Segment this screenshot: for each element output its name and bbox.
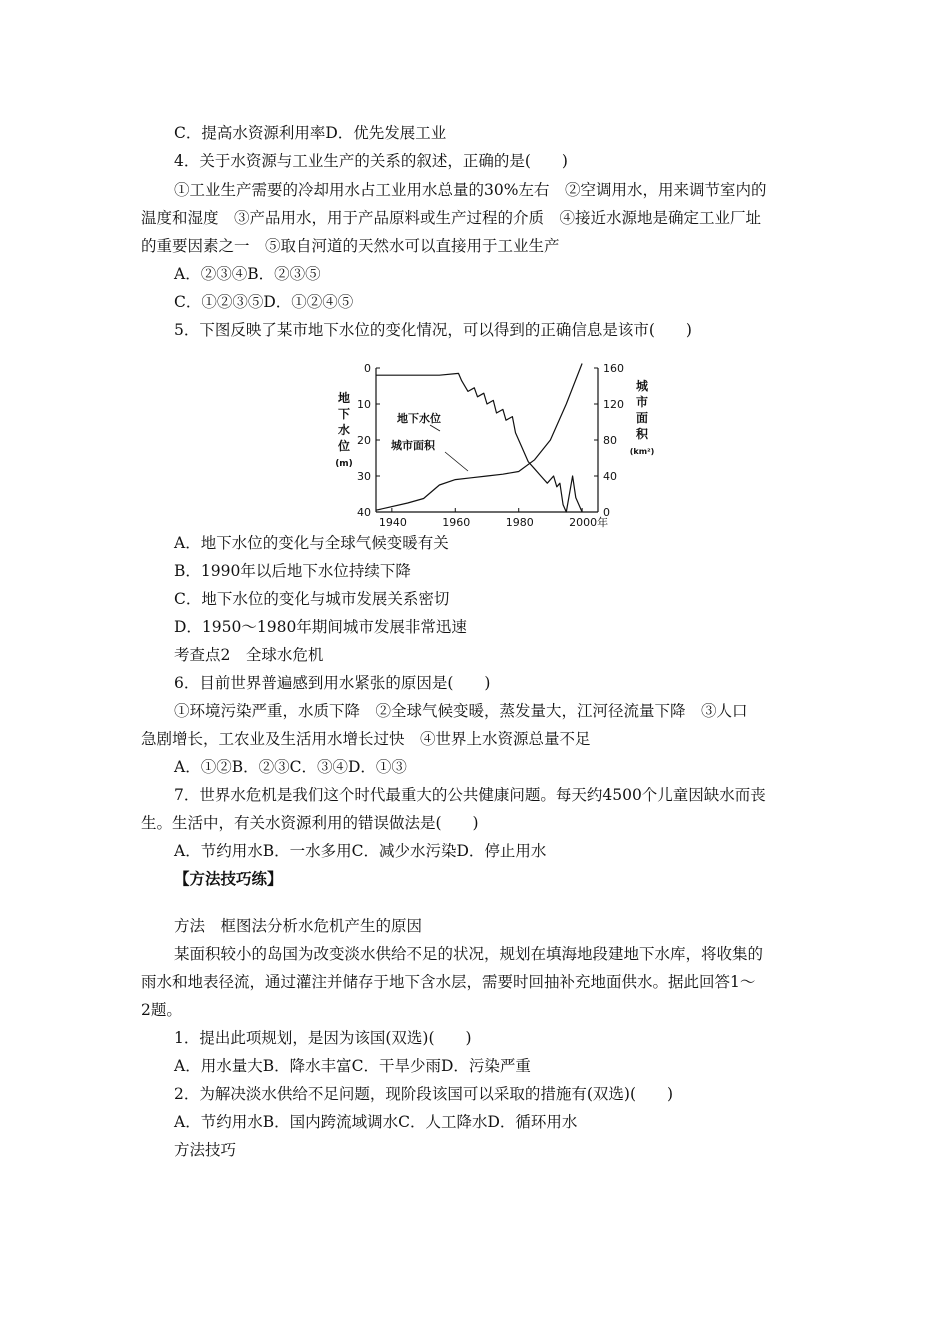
text-line: 雨水和地表径流，通过灌注并储存于地下含水层，需要时回抽补充地面供水。据此回答1～ — [141, 973, 756, 991]
option-line: A．②③④B．②③⑤ — [174, 265, 321, 283]
right-tick-label: 40 — [603, 470, 617, 483]
right-axis-label-char: 城 — [635, 379, 649, 393]
option-line: A．①②B．②③C．③④D．①③ — [174, 758, 407, 776]
annotation-water-level: 地下水位 — [397, 412, 441, 425]
question-2: 2．为解决淡水供给不足问题，现阶段该国可以采取的措施有(双选)( ) — [174, 1085, 674, 1103]
right-tick-label: 0 — [603, 506, 610, 519]
right-tick-label: 120 — [603, 398, 624, 411]
text-line: 生。生活中，有关水资源利用的错误做法是( ) — [141, 814, 479, 832]
left-axis-label-char: 位 — [337, 439, 351, 453]
option-line: A．节约用水B．一水多用C．减少水污染D．停止用水 — [174, 842, 547, 860]
left-tick-label: 30 — [357, 470, 371, 483]
section-heading: 考查点2 全球水危机 — [174, 646, 324, 664]
text-line: 某面积较小的岛国为改变淡水供给不足的状况，规划在填海地段建地下水库，将收集的 — [174, 945, 764, 963]
text-line: 的重要因素之一 ⑤取自河道的天然水可以直接用于工业生产 — [141, 237, 560, 255]
x-tick-label: 1980 — [505, 516, 534, 529]
x-tick-label: 2000年 — [569, 516, 609, 529]
left-tick-label: 0 — [364, 362, 371, 375]
option-line: C．①②③⑤D．①②④⑤ — [174, 293, 354, 311]
left-axis-label-char: 下 — [337, 407, 351, 421]
text-line: C．提高水资源利用率D．优先发展工业 — [174, 124, 447, 142]
x-tick-label: 1960 — [442, 516, 471, 529]
text-line: ①工业生产需要的冷却用水占工业用水总量的30%左右 ②空调用水，用来调节室内的 — [174, 181, 767, 199]
text-line: 2题。 — [141, 1001, 182, 1019]
method-tips: 方法技巧 — [174, 1141, 237, 1159]
left-axis-label-char: (m) — [335, 459, 353, 469]
annotation-city-area: 城市面积 — [391, 439, 435, 452]
right-axis-label-char: 面 — [635, 411, 649, 425]
question-6: 6．目前世界普遍感到用水紧张的原因是( ) — [174, 674, 491, 692]
right-tick-label: 160 — [603, 362, 624, 375]
question-5: 5．下图反映了某市地下水位的变化情况，可以得到的正确信息是该市( ) — [174, 321, 692, 339]
series-line-city-area — [376, 364, 582, 511]
text-line: 急剧增长，工农业及生活用水增长过快 ④世界上水资源总量不足 — [141, 730, 591, 748]
right-tick-label: 80 — [603, 434, 617, 447]
x-tick-label: 1940 — [378, 516, 407, 529]
right-axis-label — [630, 379, 654, 456]
chart-annotations — [391, 411, 468, 471]
method-title: 方法 框图法分析水危机产生的原因 — [174, 917, 423, 935]
annotation-city-area-pointer — [445, 452, 468, 471]
left-tick-label: 10 — [357, 398, 371, 411]
option-line: A．节约用水B．国内跨流域调水C．人工降水D．循环用水 — [174, 1113, 578, 1131]
left-axis-label-char: 水 — [337, 423, 351, 437]
chart-series — [376, 364, 582, 513]
left-tick-label: 40 — [357, 506, 371, 519]
left-tick-label: 20 — [357, 434, 371, 447]
right-axis-label-char: 积 — [635, 427, 649, 441]
water-level-city-area-chart — [330, 350, 670, 532]
option-line: C．地下水位的变化与城市发展关系密切 — [174, 590, 450, 608]
text-line: 温度和湿度 ③产品用水，用于产品原料或生产过程的介质 ④接近水源地是确定工业厂址 — [141, 209, 762, 227]
option-line: A．地下水位的变化与全球气候变暖有关 — [174, 534, 449, 552]
text-line: ①环境污染严重，水质下降 ②全球气候变暖，蒸发量大，江河径流量下降 ③人口 — [174, 702, 748, 720]
option-line: D．1950～1980年期间城市发展非常迅速 — [174, 618, 467, 636]
option-line: A．用水量大B．降水丰富C．干旱少雨D．污染严重 — [174, 1057, 531, 1075]
annotation-water-level-pointer — [430, 425, 440, 431]
section-heading-method: 【方法技巧练】 — [174, 869, 283, 888]
right-axis-label-char: (km²) — [629, 447, 655, 456]
left-axis-label — [335, 390, 353, 469]
option-line: B．1990年以后地下水位持续下降 — [174, 562, 411, 580]
question-1: 1．提出此项规划，是因为该国(双选)( ) — [174, 1029, 472, 1047]
right-axis-label-char: 市 — [635, 395, 649, 409]
left-axis-label-char: 地 — [337, 391, 351, 405]
question-4: 4．关于水资源与工业生产的关系的叙述，正确的是( ) — [174, 152, 568, 170]
question-7: 7．世界水危机是我们这个时代最重大的公共健康问题。每天约4500个儿童因缺水而丧 — [174, 786, 766, 804]
